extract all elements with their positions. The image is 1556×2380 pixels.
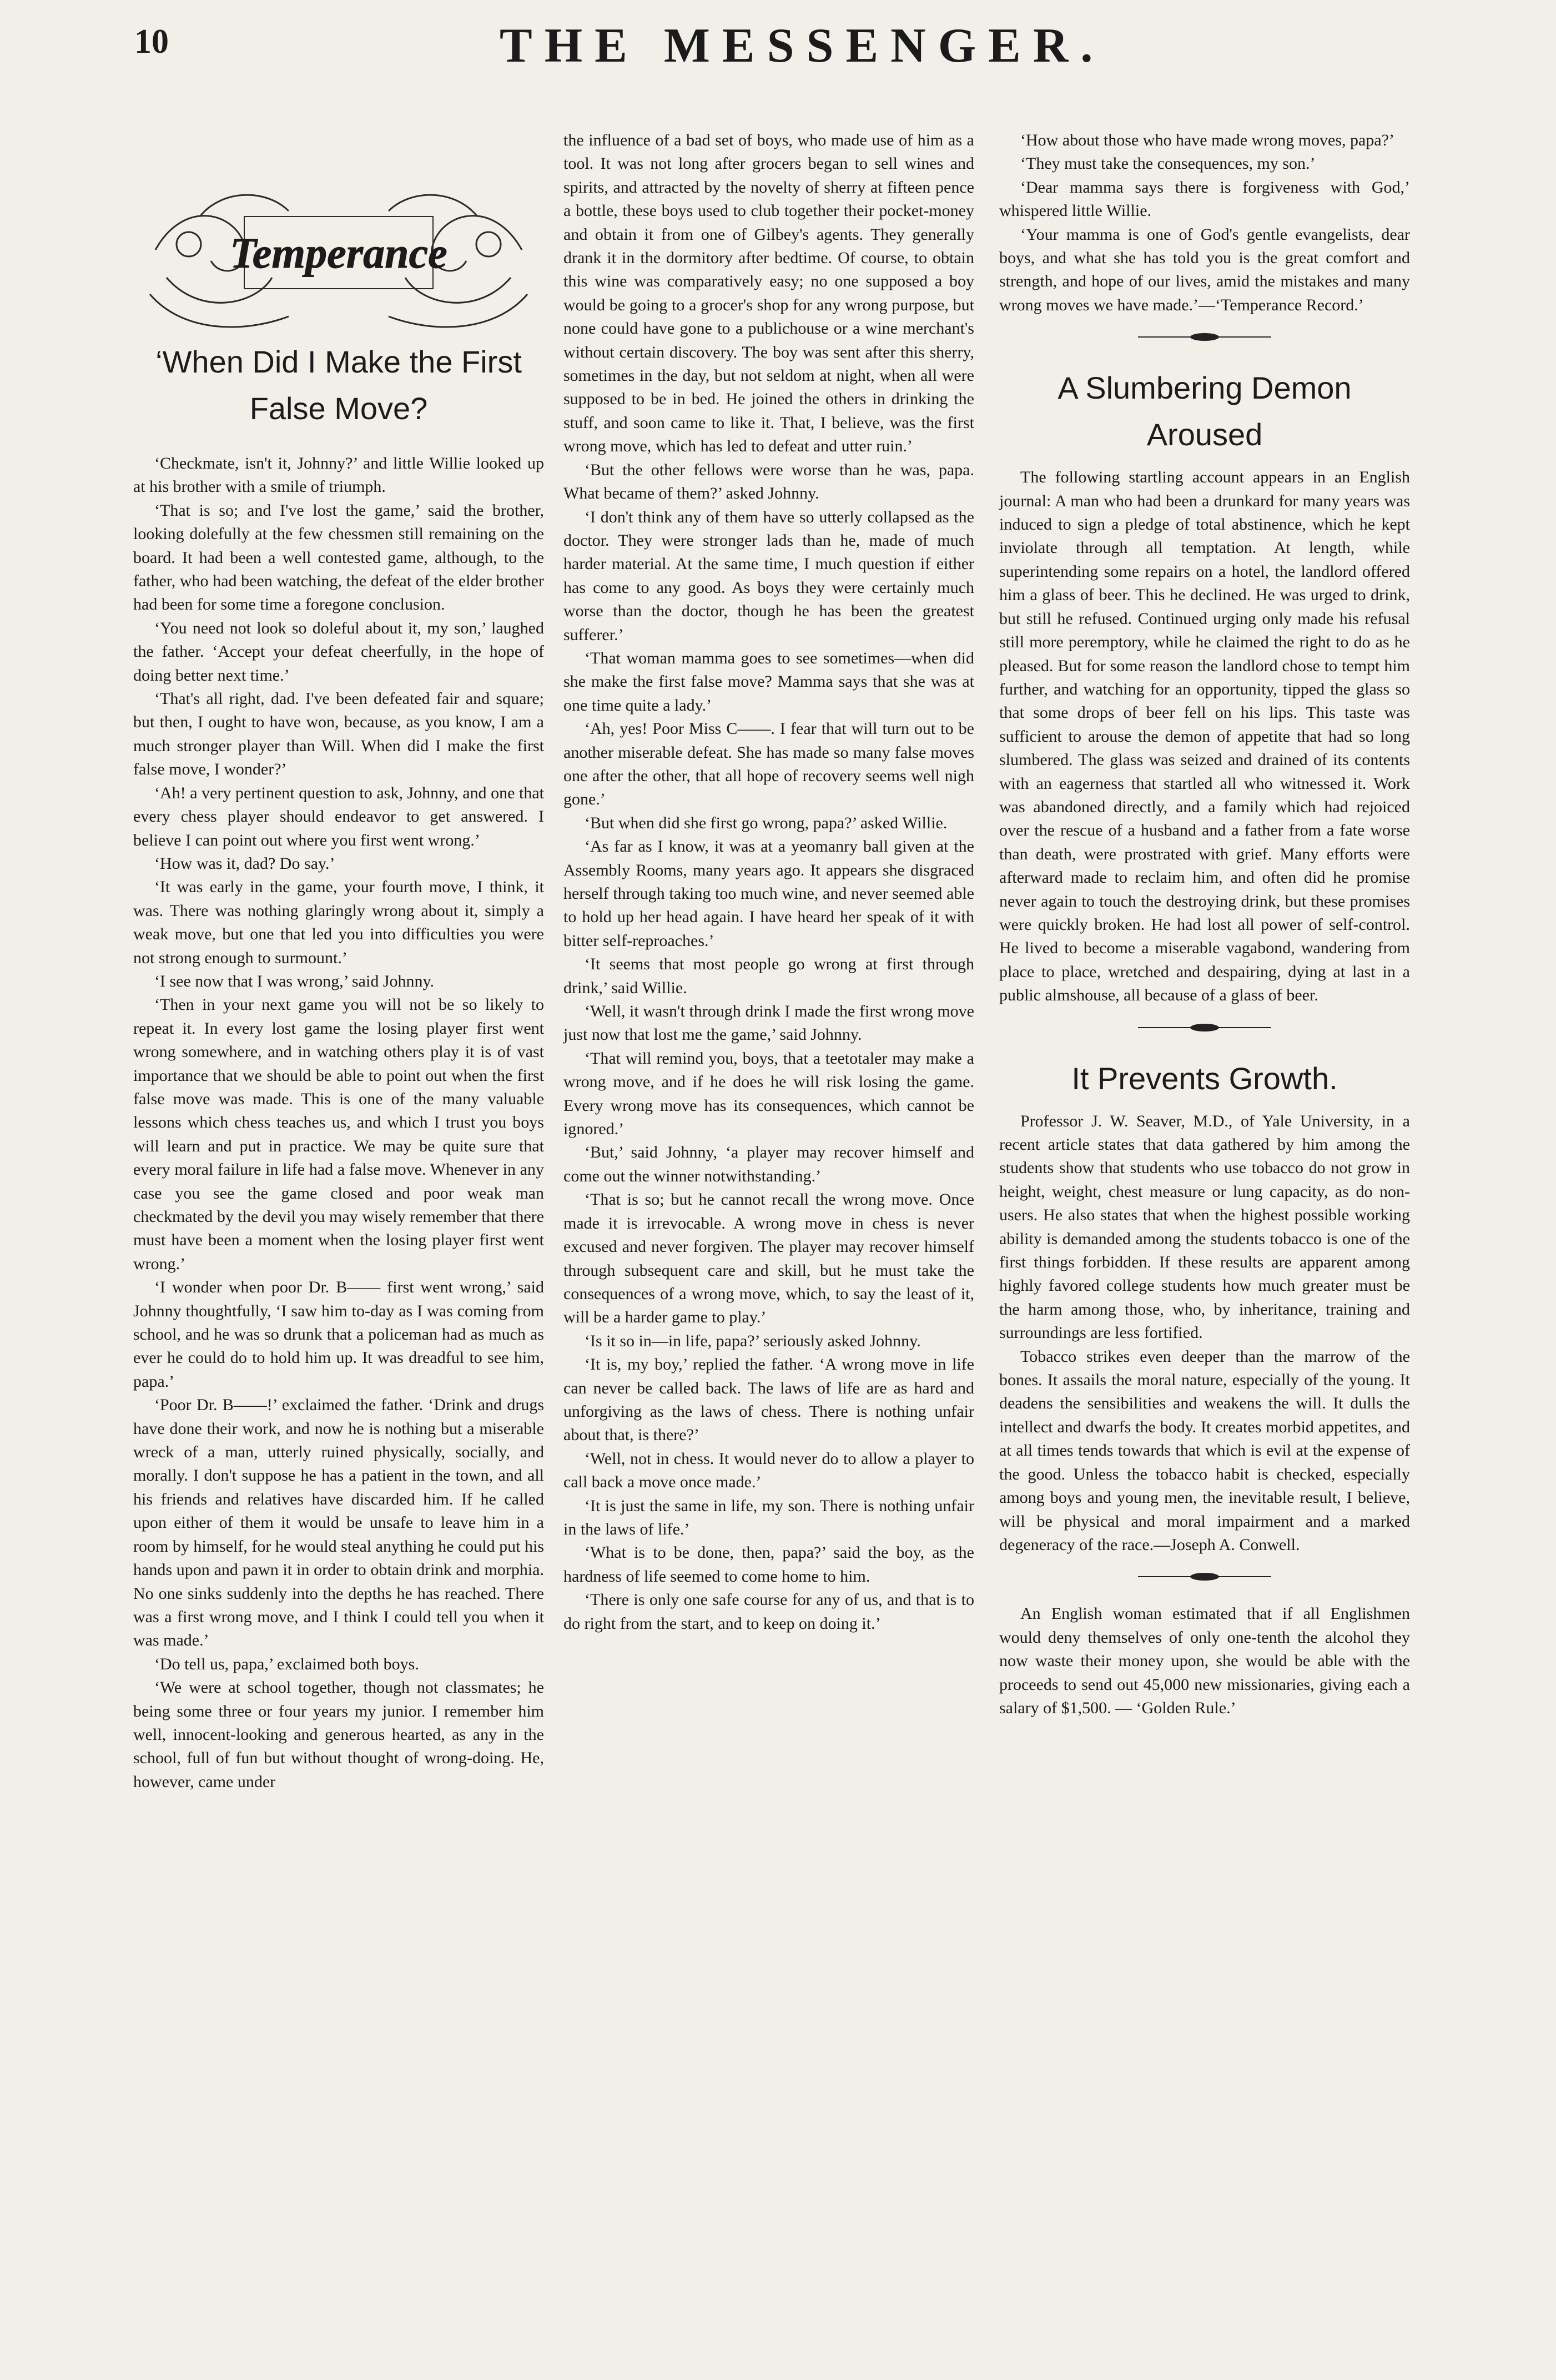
paragraph: ‘Checkmate, isn't it, Johnny?’ and little Willie looked up at his brother with a smile of triumph. [133, 454, 544, 496]
paragraph: ‘But,’ said Johnny, ‘a player may recover himself and come out the winner notwithstanding.’ [563, 1143, 974, 1185]
column-3 [999, 129, 1410, 1720]
section-divider [1138, 331, 1271, 343]
article1-title: ‘When Did I Make the First False Move? [155, 344, 522, 426]
paragraph: ‘Ah! a very pertinent question to ask, Johnny, and one that every chess player should endeavor to get answered. I believe I can point out where you first went wrong.’ [133, 783, 544, 849]
paragraph: ‘As far as I know, it was at a yeomanry ball given at the Assembly Rooms, many years ago. It appears she disgraced herself through taking too much wine, and never seemed able to hold up her head again. I have heard her speak of it with bitter self-reproaches.’ [563, 837, 974, 950]
paragraph: ‘I wonder when poor Dr. B—— first went wrong,’ said Johnny thoughtfully, ‘I saw him to-day as I was coming from school, and he was so drunk that a policeman had as much as ever he could do to hold him up. It was dreadful to see him, papa.’ [133, 1278, 544, 1391]
masthead: THE MESSENGER. [500, 19, 1105, 73]
paragraph: ‘I don't think any of them have so utterly collapsed as the doctor. They were stronger lads than he, made of much harder material. At the same time, I much question if either has come to any good. As boys they were certainly much worse than the doctor, though he has been the greatest sufferer.’ [563, 507, 974, 644]
paragraph: Tobacco strikes even deeper than the marrow of the bones. It assails the moral nature, especially of the young. It deadens the sensibilities and weakens the will. It dulls the intellect and dwarfs the body. It creates morbid appetites, and at all times tends towards that which is evil at the expense of the good. Unless the tobacco habit is checked, especially among boys and young men, the inevitable result, I believe, will be physical and moral impairment and a marked degeneracy of the race.—Joseph A. Conwell. [999, 1347, 1410, 1554]
paragraph: ‘There is only one safe course for any of us, and that is to do right from the start, and to keep on doing it.’ [563, 1591, 974, 1633]
page-number: 10 [134, 23, 169, 61]
paragraph: ‘That is so; but he cannot recall the wrong move. Once made it is irrevocable. A wrong move in chess is never excused and never forgiven. The player may recover himself through subsequent care and skill, but he must take the consequences of a wrong move, which, to say the least of it, will be a harder game to play.’ [563, 1190, 974, 1327]
section-divider [1138, 1022, 1271, 1033]
paragraph: ‘Then in your next game you will not be so likely to repeat it. In every lost game the losing player first went wrong somewhere, and in watching others play it is of vast importance that we should be able to point out when the first false move was made. This is one of the many valuable lessons which chess teaches us, and which I trust you boys will learn and put in practice. We may be quite sure that every moral failure in life had a false move. Whenever in any case you see the game closed and poor weak man checkmated by the devil you may wisely remember that there must have been a moment when the losing player first went wrong.’ [133, 995, 544, 1273]
article3-title: It Prevents Growth. [1071, 1060, 1338, 1096]
column-1 [133, 133, 544, 1794]
paragraph: ‘But the other fellows were worse than he was, papa. What became of them?’ asked Johnny. [563, 460, 974, 503]
paragraph: ‘That woman mamma goes to see sometimes—when did she make the first false move? Mamma says that she was at one time quite a lady.’ [563, 648, 974, 714]
paragraph: ‘Is it so in—in life, papa?’ seriously asked Johnny. [585, 1331, 921, 1350]
paragraph: ‘Well, not in chess. It would never do to allow a player to call back a move once made.’ [563, 1449, 974, 1492]
paragraph: Professor J. W. Seaver, M.D., of Yale University, in a recent article states that data gathered by him among the students show that students who use tobacco do not grow in height, weight, chest measure or lung capacity, as do non-users. He also states that when the highest possible working ability is demanded among the students tobacco is one of the first things forbidden. If these results are apparent among highly favored college students how much greater must be the harm among those, who, by inheritance, training and surroundings are less fortified. [999, 1111, 1410, 1342]
paragraph: ‘Dear mamma says there is forgiveness with God,’ whispered little Willie. [999, 178, 1410, 220]
paragraph: ‘It was early in the game, your fourth move, I think, it was. There was nothing glaringly wrong about it, simply a weak move, but one that led you into difficulties you were not strong enough to surmount.’ [133, 878, 544, 967]
paragraph: ‘It is just the same in life, my son. There is nothing unfair in the laws of life.’ [563, 1496, 974, 1538]
paragraph: ‘That will remind you, boys, that a teetotaler may make a wrong move, and if he does he will risk losing the game. Every wrong move has its consequences, which cannot be ignored.’ [563, 1049, 974, 1139]
paragraph: ‘Your mamma is one of God's gentle evangelists, dear boys, and what she has told you is the great comfort and strength, and hope of our lives, amid the mistakes and many wrong moves we have made.’—‘Temperance Record.’ [999, 225, 1410, 314]
paragraph: ‘But when did she first go wrong, papa?’ asked Willie. [585, 813, 948, 832]
paragraph: ‘It is, my boy,’ replied the father. ‘A wrong move in life can never be called back. The laws of life are as hard and unforgiving as the laws of chess. There is nothing unfair about that, is there?’ [563, 1355, 974, 1445]
section-divider [1138, 1571, 1271, 1582]
paragraph: ‘Do tell us, papa,’ exclaimed both boys. [154, 1654, 419, 1673]
article2-body [999, 466, 1410, 1007]
article1-ending [999, 129, 1410, 317]
paragraph: An English woman estimated that if all Englishmen would deny themselves of only one-tenth the alcohol they now waste their money upon, she would be able with the proceeds to send out 45,000 new missionaries, giving each a salary of $1,500. — ‘Golden Rule.’ [999, 1604, 1410, 1717]
article2-title: A Slumbering Demon Aroused [1058, 370, 1352, 452]
article1-body [133, 452, 544, 1794]
column-2 [563, 129, 974, 1636]
paragraph: ‘What is to be done, then, papa?’ said the boy, as the hardness of life seemed to come home to him. [563, 1543, 974, 1586]
paragraph: the influence of a bad set of boys, who made use of him as a tool. It was not long after grocers began to sell wines and spirits, and attracted by the novelty of sherry at fifteen pence a bottle, these boys used to club together their pocket-money and obtain it from one of Gilbey's agents. They generally drank it in the dormitory after bedtime. Of course, to obtain this wine was comparatively easy; no one supposed a boy would be going to a grocer's shop for any wrong purpose, but none could have gone to a publichouse or a wine merchant's without certain discovery. The boy was sent after this sherry, sometimes in the day, but not seldom at night, when all were supposed to be in bed. He joined the others in drinking the stuff, and soon came to like it. That, I believe, was the first wrong move, which has led to defeat and utter ruin.’ [563, 131, 974, 456]
paragraph: The following startling account appears in an English journal: A man who had been a drunkard for many years was induced to sign a pledge of total abstinence, which he kept inviolate through all temptation. At length, while superintending some repairs on a hotel, the landlord offered him a glass of beer. This he declined. He was urged to drink, but still he refused. Continued urging only made his refusal still more peremptory, while he claimed the right to do as he pleased. But for some reason the landlord chose to tempt him further, and watching for an opportunity, tipped the glass so that some drops of beer fell on his lips. This taste was sufficient to arouse the demon of appetite that had so long slumbered. The glass was seized and drained of its contents with an eagerness that startled all who witnessed it. Work was abandoned directly, and a family which had rejoiced over the rescue of a husband and a father from a fate worse than death, were prostrated with grief. Many efforts were afterward made to reclaim him, and often did he promise never again to touch the destroying drink, but these promises were quickly broken. He had lost all power of self-control. He lived to become a miserable vagabond, wandering from place to place, wretched and despairing, dying at last in a public almshouse, all because of a glass of beer. [999, 468, 1410, 1005]
paragraph: ‘They must take the consequences, my son.’ [1020, 154, 1316, 173]
paragraph: ‘It seems that most people go wrong at first through drink,’ said Willie. [563, 955, 974, 997]
paragraph: ‘Poor Dr. B——!’ exclaimed the father. ‘Drink and drugs have done their work, and now he is nothing but a miserable wreck of a man, utterly ruined physically, socially, and morally. I don't suppose he has a patient in the town, and all his friends and relatives have discarded him. If he called upon either of them it would be unsafe to leave him in a room by himself, for he would steal anything he could put his hands upon and pawn it in order to obtain drink and morphia. No one sinks suddenly into the depths he has reached. There was a first wrong move, and I think I could tell you when it was made.’ [133, 1396, 544, 1650]
article4-body [999, 1602, 1410, 1720]
paragraph: ‘You need not look so doleful about it, my son,’ laughed the father. ‘Accept your defeat cheerfully, in the hope of doing better next time.’ [133, 618, 544, 685]
paragraph: ‘How was it, dad? Do say.’ [154, 854, 335, 873]
article3-body [999, 1110, 1410, 1557]
paragraph: ‘We were at school together, though not classmates; he being some three or four years my junior. I remember him well, innocent-looking and generous hearted, as any in the school, full of fun but without thought of wrong-doing. He, however, came under [133, 1678, 544, 1791]
paragraph: ‘Well, it wasn't through drink I made the first wrong move just now that lost me the game,’ said Johnny. [563, 1002, 974, 1044]
paragraph: ‘That is so; and I've lost the game,’ said the brother, looking dolefully at the few chessmen still remaining on the board. It had been a well contested game, although, to the father, who had been watching, the defeat of the elder brother had been for some time a foregone conclusion. [133, 501, 544, 614]
paragraph: ‘That's all right, dad. I've been defeated fair and square; but then, I ought to have won, because, as you know, I am a much stronger player than Will. When did I make the first false move, I wonder?’ [133, 690, 544, 779]
paragraph: ‘Ah, yes! Poor Miss C——. I fear that will turn out to be another miserable defeat. She has made so many false moves one after the other, that all hope of recovery seems well nigh gone.’ [563, 719, 974, 809]
paragraph: ‘How about those who have made wrong moves, papa?’ [1020, 131, 1394, 149]
paragraph: ‘I see now that I was wrong,’ said Johnny. [154, 972, 435, 990]
logo-lettering: Temperance [230, 229, 447, 277]
